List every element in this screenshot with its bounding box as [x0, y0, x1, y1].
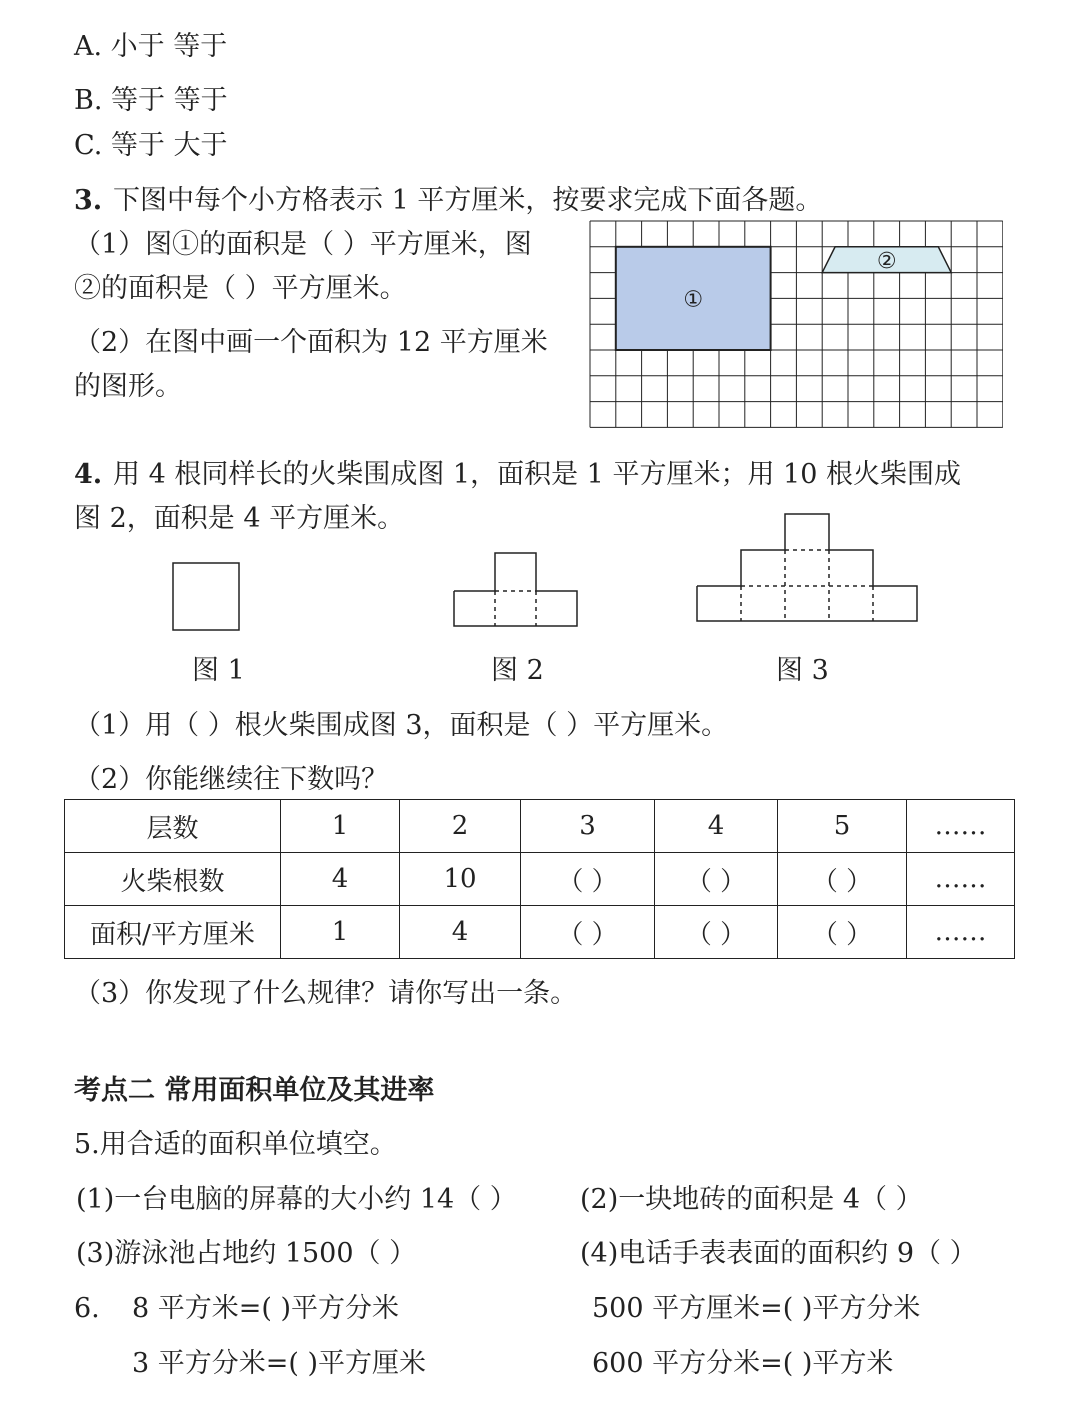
q6-item-4: 600 平方分米=( )平方米: [592, 1348, 894, 1379]
table-cell: （ ）: [655, 853, 778, 906]
table-cell: 4: [400, 906, 521, 959]
table-row-header: 面积/平方厘米: [65, 906, 281, 959]
table-row: [65, 800, 1015, 853]
q3-part2-line1: （2）在图中画一个面积为 12 平方厘米: [74, 327, 548, 358]
table-cell: 1: [281, 800, 400, 853]
q4-part1: （1）用（ ）根火柴围成图 3，面积是（ ）平方厘米。: [74, 710, 729, 741]
table-cell: 3: [521, 800, 655, 853]
table-cell: （ ）: [778, 853, 907, 906]
q3-part1-line2: ②的面积是（ ）平方厘米。: [74, 273, 407, 304]
q5-title: 5.用合适的面积单位填空。: [74, 1129, 397, 1160]
q3-part1-line1: （1）图①的面积是（ ）平方厘米，图: [74, 229, 532, 260]
option-b: B. 等于 等于: [74, 85, 228, 116]
q4-number: 4.: [74, 459, 103, 490]
table-row-header: 层数: [65, 800, 281, 853]
table-cell: ……: [907, 853, 1015, 906]
table-row-header: 火柴根数: [65, 853, 281, 906]
q5-item-4: (4)电话手表表面的面积约 9（ ）: [580, 1238, 977, 1269]
option-c: C. 等于 大于: [74, 130, 228, 161]
table-cell: 4: [655, 800, 778, 853]
q4-line2: 图 2，面积是 4 平方厘米。: [74, 503, 405, 534]
square-grid-figure: [589, 220, 1003, 428]
table-cell: 5: [778, 800, 907, 853]
figure-3: [697, 514, 917, 621]
figure-3-caption: 图 3: [776, 655, 829, 686]
table-row: [65, 906, 1015, 959]
q6-number: 6.: [74, 1293, 100, 1324]
table-cell: （ ）: [778, 906, 907, 959]
figure-1: [173, 563, 239, 630]
shape-2-label: ②: [876, 248, 897, 274]
q4-part2: （2）你能继续往下数吗？: [74, 764, 389, 795]
shape-1-label: ①: [683, 287, 704, 313]
q5-item-3: (3)游泳池占地约 1500（ ）: [76, 1238, 417, 1269]
option-a: A. 小于 等于: [74, 31, 228, 62]
q3-text: 下图中每个小方格表示 1 平方厘米，按要求完成下面各题。: [113, 185, 823, 216]
table-cell: 1: [281, 906, 400, 959]
matchstick-count-table: [64, 799, 1015, 959]
figure-2-caption: 图 2: [491, 655, 544, 686]
table-cell: 10: [400, 853, 521, 906]
q6-item-2: 500 平方厘米=( )平方分米: [592, 1293, 921, 1324]
table-cell: （ ）: [655, 906, 778, 959]
q3-part2-line2: 的图形。: [74, 371, 182, 402]
table-cell: 2: [400, 800, 521, 853]
q4-part3: （3）你发现了什么规律？请你写出一条。: [74, 978, 578, 1009]
figure-2: [454, 553, 577, 626]
table-cell: （ ）: [521, 853, 655, 906]
matchstick-figures: [0, 505, 1080, 640]
q6-item-3: 3 平方分米=( )平方厘米: [132, 1348, 427, 1379]
table-cell: ……: [907, 800, 1015, 853]
figure-1-caption: 图 1: [192, 655, 245, 686]
table-cell: （ ）: [521, 906, 655, 959]
q5-item-1: (1)一台电脑的屏幕的大小约 14（ ）: [76, 1184, 517, 1215]
table-cell: 4: [281, 853, 400, 906]
section-2-title: 考点二 常用面积单位及其进率: [74, 1075, 435, 1106]
q6-item-1: 8 平方米=( )平方分米: [132, 1293, 400, 1324]
table-row: [65, 853, 1015, 906]
table-cell: ……: [907, 906, 1015, 959]
q4-line1: 用 4 根同样长的火柴围成图 1，面积是 1 平方厘米；用 10 根火柴围成: [113, 459, 961, 490]
q5-item-2: (2)一块地砖的面积是 4（ ）: [580, 1184, 923, 1215]
q3-number: 3.: [74, 185, 103, 216]
